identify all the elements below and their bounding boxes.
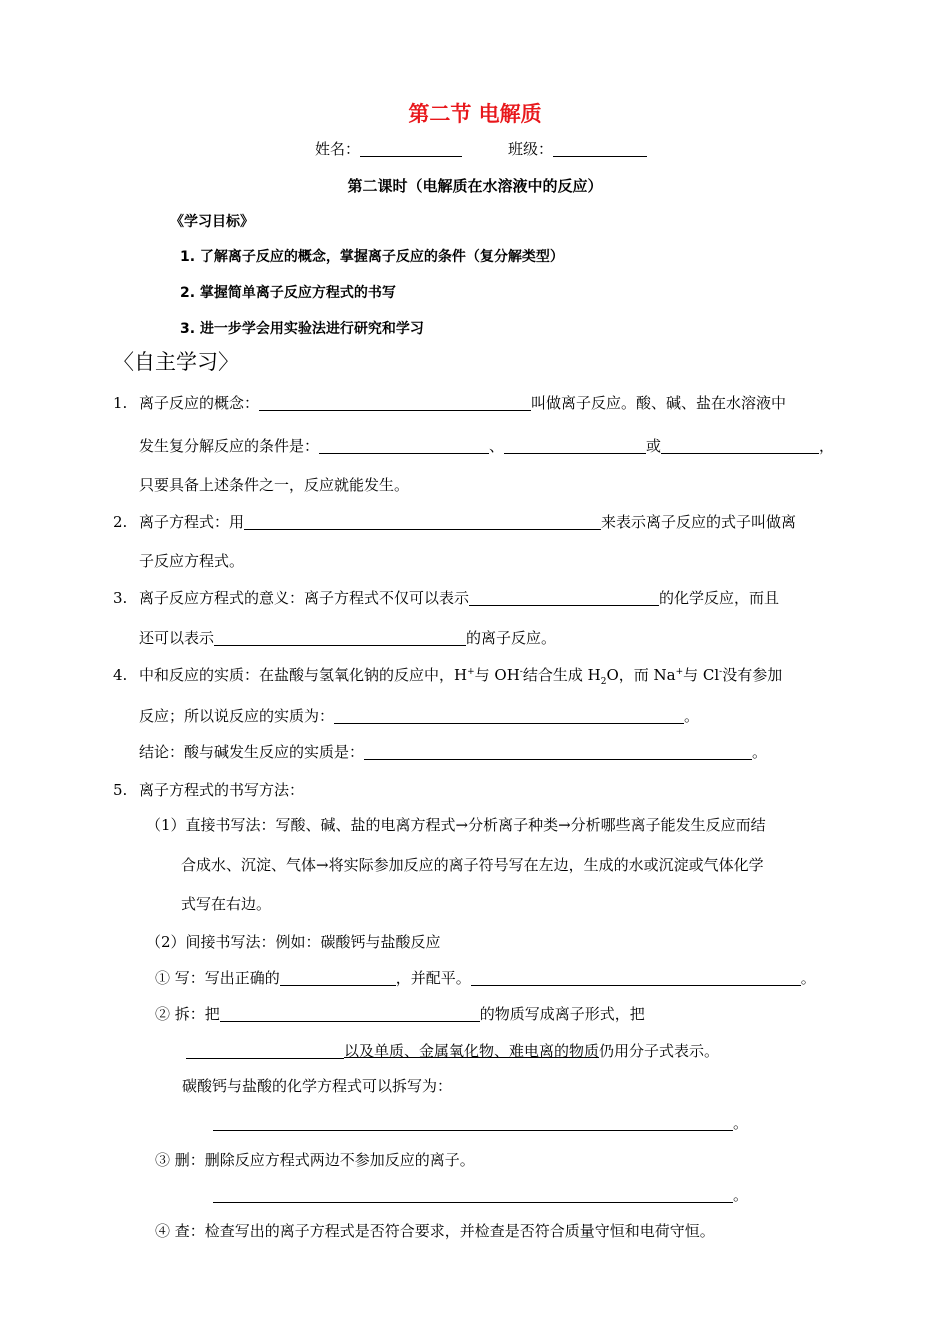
method-1-line-2: 合成水、沉淀、气体→将实际参加反应的离子符号写在左边，生成的水或沉淀或气体化学 <box>181 856 764 874</box>
question-4-line-2 <box>139 705 699 726</box>
answer-blank[interactable] <box>319 437 489 454</box>
objectives-heading: 《学习目标》 <box>170 214 254 230</box>
section-heading: 〈自主学习〉 <box>113 350 239 374</box>
step-check: ④ 查：检查写出的离子方程式是否符合要求，并检查是否符合质量守恒和电荷守恒。 <box>155 1222 715 1240</box>
objective-item: 3. 进一步学会用实验法进行研究和学习 <box>180 321 424 337</box>
text: 叫做离子反应。酸、碱、盐在水溶液中 <box>531 394 787 412</box>
question-number: 2. <box>113 513 128 531</box>
text: 与 Cl <box>683 666 720 684</box>
question-number: 5. <box>113 781 128 799</box>
text: 的化学反应，而且 <box>659 589 780 607</box>
superscript: - <box>519 667 523 677</box>
text: 来表示离子反应的式子叫做离 <box>601 513 797 531</box>
text: 、 <box>489 437 505 455</box>
text: 以及单质、金属氧化物、难电离的物质 <box>344 1042 600 1060</box>
text: ，并配平。 <box>395 969 471 987</box>
question-number: 3. <box>113 589 128 607</box>
answer-blank[interactable] <box>186 1042 344 1059</box>
text: 或 <box>646 437 662 455</box>
text: ① 写：写出正确的 <box>155 969 280 987</box>
text: 离子反应方程式的意义：离子方程式不仅可以表示 <box>139 589 470 607</box>
text: ， <box>819 437 835 455</box>
superscript: - <box>719 667 723 677</box>
text: 。 <box>752 743 768 761</box>
class-label: 班级： <box>508 140 554 158</box>
objective-item: 2. 掌握简单离子反应方程式的书写 <box>180 285 396 301</box>
step-delete-answer <box>213 1184 748 1205</box>
name-blank[interactable] <box>360 140 462 157</box>
text: 。 <box>800 969 816 987</box>
question-number: 4. <box>113 666 128 684</box>
answer-blank[interactable] <box>244 513 601 530</box>
text: 离子反应的概念： <box>139 394 260 412</box>
answer-blank[interactable] <box>220 1005 480 1022</box>
text: 与 OH <box>474 666 520 684</box>
step-split-answer <box>213 1112 748 1133</box>
superscript: + <box>675 667 684 677</box>
text: 结合生成 H <box>522 666 601 684</box>
name-label: 姓名： <box>315 140 361 158</box>
method-2-title: （2）间接书写法：例如：碳酸钙与盐酸反应 <box>146 933 441 951</box>
method-1-line-1: （1）直接书写法：写酸、碱、盐的电离方程式→分析离子种类→分析哪些离子能发生反应而结 <box>146 816 766 834</box>
superscript: + <box>467 667 475 677</box>
text: 的离子反应。 <box>466 629 557 647</box>
text: 离子方程式：用 <box>139 513 245 531</box>
text: 中和反应的实质：在盐酸与氢氧化钠的反应中，H <box>139 666 468 684</box>
text: 结论：酸与碱发生反应的实质是： <box>139 743 365 761</box>
step-split-line-2 <box>186 1040 719 1061</box>
question-3-line-2 <box>139 627 556 648</box>
text: 仍用分子式表示。 <box>599 1042 720 1060</box>
text: 。 <box>733 1114 749 1132</box>
lesson-subtitle: 第二课时（电解质在水溶液中的反应） <box>347 177 603 195</box>
step-write <box>155 967 816 988</box>
text: O，而 Na <box>606 666 676 684</box>
text: 。 <box>684 707 700 725</box>
question-1-line-2 <box>139 435 834 456</box>
answer-blank[interactable] <box>504 437 646 454</box>
question-2-line-1 <box>113 511 796 532</box>
answer-blank[interactable] <box>469 589 659 606</box>
answer-blank[interactable] <box>259 394 531 411</box>
question-4-conclusion <box>139 741 767 762</box>
text: 没有参加 <box>722 666 783 684</box>
text: 还可以表示 <box>139 629 215 647</box>
text: ② 拆：把 <box>155 1005 220 1023</box>
text: 。 <box>733 1186 749 1204</box>
class-blank[interactable] <box>553 140 647 157</box>
objective-item: 1. 了解离子反应的概念，掌握离子反应的条件（复分解类型） <box>180 249 564 265</box>
question-number: 1. <box>113 394 128 412</box>
question-1-line-3: 只要具备上述条件之一，反应就能发生。 <box>139 476 410 494</box>
text: 发生复分解反应的条件是： <box>139 437 320 455</box>
answer-blank[interactable] <box>661 437 819 454</box>
step-delete: ③ 删：删除反应方程式两边不参加反应的离子。 <box>155 1151 475 1169</box>
step-split-line-3: 碳酸钙与盐酸的化学方程式可以拆写为： <box>182 1077 453 1095</box>
question-4-line-1 <box>113 664 782 687</box>
answer-blank[interactable] <box>214 629 466 646</box>
method-1-line-3: 式写在右边。 <box>181 895 272 913</box>
answer-blank[interactable] <box>213 1114 733 1131</box>
question-3-line-1 <box>113 587 779 608</box>
class-field[interactable] <box>508 138 647 159</box>
text: 离子方程式的书写方法： <box>139 781 305 799</box>
answer-blank[interactable] <box>334 707 684 724</box>
question-1-line-1 <box>113 392 786 413</box>
page-title: 第二节 电解质 <box>408 102 542 126</box>
name-field[interactable] <box>315 138 462 159</box>
text: 的物质写成离子形式，把 <box>479 1005 645 1023</box>
question-5-title <box>113 779 304 800</box>
step-split <box>155 1003 645 1024</box>
question-2-line-2: 子反应方程式。 <box>139 552 245 570</box>
answer-blank[interactable] <box>213 1186 733 1203</box>
text: 反应；所以说反应的实质为： <box>139 707 335 725</box>
answer-blank[interactable] <box>280 969 396 986</box>
subscript: 2 <box>600 677 607 687</box>
answer-blank[interactable] <box>364 743 752 760</box>
answer-blank[interactable] <box>471 969 801 986</box>
